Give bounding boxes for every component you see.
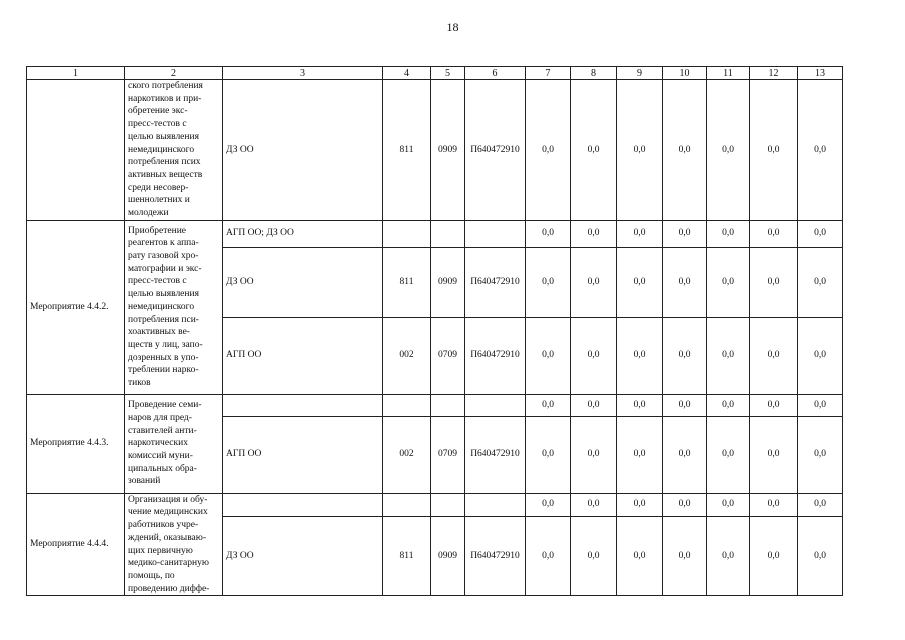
description-line: ского потребления	[128, 81, 203, 91]
value-cell: 0,0	[571, 247, 617, 317]
column-header: 13	[798, 67, 843, 80]
description-line: Организация и обу-	[128, 494, 208, 505]
value-cell: 0,0	[663, 80, 707, 221]
value-cell: 0,0	[798, 416, 843, 493]
code-cell: 002	[383, 317, 431, 394]
section-cell: 0909	[431, 80, 465, 221]
column-number-row	[27, 67, 843, 80]
target-code-cell: П640472910	[465, 516, 526, 595]
section-cell: 0709	[431, 317, 465, 394]
description-line: проведению диффе-	[128, 583, 210, 594]
description-line: зований	[128, 476, 161, 487]
target-code-cell	[465, 493, 526, 516]
value-cell: 0,0	[571, 317, 617, 394]
section-cell	[431, 493, 465, 516]
column-header: 6	[465, 67, 526, 80]
value-cell: 0,0	[750, 416, 798, 493]
value-cell: 0,0	[663, 516, 707, 595]
column-header: 9	[617, 67, 663, 80]
section-cell: 0909	[431, 516, 465, 595]
table-body	[27, 80, 843, 596]
value-cell: 0,0	[707, 317, 750, 394]
value-cell: 0,0	[526, 416, 571, 493]
value-cell: 0,0	[750, 493, 798, 516]
column-header: 11	[707, 67, 750, 80]
table-row	[27, 394, 843, 416]
section-cell: 0909	[431, 247, 465, 317]
description-line: ставителей анти-	[128, 425, 197, 436]
description-line: наркотиков и при-	[128, 93, 202, 104]
table-row	[27, 493, 843, 516]
description-line: реагентов к аппа-	[128, 238, 199, 249]
table-row	[27, 220, 843, 247]
description-line: хоактивных ве-	[128, 327, 190, 338]
description-line: обретение экс-	[128, 106, 188, 117]
value-cell: 0,0	[617, 247, 663, 317]
section-cell: 0709	[431, 416, 465, 493]
executor-cell	[223, 493, 383, 516]
value-cell: 0,0	[617, 220, 663, 247]
value-cell: 0,0	[798, 394, 843, 416]
description-line: медико-санитарную	[128, 558, 209, 569]
description-line: немедицинского	[128, 301, 195, 312]
executor-cell: ДЗ ОО	[223, 247, 383, 317]
value-cell: 0,0	[663, 493, 707, 516]
target-code-cell: П640472910	[465, 80, 526, 221]
value-cell: 0,0	[617, 317, 663, 394]
event-cell	[27, 80, 125, 221]
executor-cell: ДЗ ОО	[223, 516, 383, 595]
target-code-cell: П640472910	[465, 317, 526, 394]
column-header: 10	[663, 67, 707, 80]
value-cell: 0,0	[707, 220, 750, 247]
description-line: целью выявления	[128, 289, 199, 300]
executor-cell: АГП ОО; ДЗ ОО	[223, 220, 383, 247]
value-cell: 0,0	[617, 493, 663, 516]
column-header: 4	[383, 67, 431, 80]
value-cell: 0,0	[707, 247, 750, 317]
description-line: активных веществ	[128, 169, 203, 180]
value-cell: 0,0	[798, 80, 843, 221]
code-cell: 002	[383, 416, 431, 493]
description-line: матографии и экс-	[128, 263, 202, 274]
description-line: помощь, по	[128, 570, 175, 581]
description-cell	[125, 220, 223, 394]
value-cell: 0,0	[617, 416, 663, 493]
value-cell: 0,0	[526, 247, 571, 317]
value-cell: 0,0	[750, 220, 798, 247]
column-header: 12	[750, 67, 798, 80]
value-cell: 0,0	[571, 493, 617, 516]
description-line: целью выявления	[128, 131, 199, 142]
value-cell: 0,0	[617, 80, 663, 221]
description-line: пресс-тестов с	[128, 276, 187, 287]
description-line: тиков	[128, 378, 151, 389]
column-header: 8	[571, 67, 617, 80]
target-code-cell: П640472910	[465, 416, 526, 493]
value-cell: 0,0	[663, 247, 707, 317]
description-line: ществ у лиц, запо-	[128, 339, 203, 350]
value-cell: 0,0	[750, 317, 798, 394]
value-cell: 0,0	[663, 317, 707, 394]
target-code-cell: П640472910	[465, 247, 526, 317]
value-cell: 0,0	[750, 247, 798, 317]
column-header: 1	[27, 67, 125, 80]
code-cell: 811	[383, 247, 431, 317]
value-cell: 0,0	[663, 416, 707, 493]
value-cell: 0,0	[526, 317, 571, 394]
value-cell: 0,0	[571, 416, 617, 493]
description-line: Проведение семи-	[128, 400, 202, 411]
executor-cell: ДЗ ОО	[223, 80, 383, 221]
section-cell	[431, 220, 465, 247]
description-cell	[125, 394, 223, 493]
executor-cell	[223, 394, 383, 416]
description-line: треблении нарко-	[128, 365, 199, 376]
column-header: 2	[125, 67, 223, 80]
code-cell	[383, 220, 431, 247]
description-line: наркотических	[128, 438, 188, 449]
value-cell: 0,0	[750, 394, 798, 416]
value-cell: 0,0	[617, 394, 663, 416]
code-cell: 811	[383, 80, 431, 221]
target-code-cell	[465, 394, 526, 416]
column-header: 3	[223, 67, 383, 80]
table-row	[27, 80, 843, 221]
value-cell: 0,0	[617, 516, 663, 595]
description-line: потребления псих	[128, 157, 201, 168]
value-cell: 0,0	[707, 516, 750, 595]
value-cell: 0,0	[707, 416, 750, 493]
column-header: 7	[526, 67, 571, 80]
event-cell: Мероприятие 4.4.2.	[27, 220, 125, 394]
value-cell: 0,0	[707, 493, 750, 516]
value-cell: 0,0	[526, 80, 571, 221]
value-cell: 0,0	[750, 80, 798, 221]
value-cell: 0,0	[526, 516, 571, 595]
code-cell: 811	[383, 516, 431, 595]
value-cell: 0,0	[798, 317, 843, 394]
value-cell: 0,0	[571, 220, 617, 247]
description-line: комиссий муни-	[128, 451, 193, 462]
value-cell: 0,0	[798, 247, 843, 317]
value-cell: 0,0	[798, 220, 843, 247]
value-cell: 0,0	[571, 80, 617, 221]
description-cell	[125, 80, 223, 221]
description-line: щих первичную	[128, 545, 193, 556]
value-cell: 0,0	[750, 516, 798, 595]
target-code-cell	[465, 220, 526, 247]
section-cell	[431, 394, 465, 416]
description-line: наров для пред-	[128, 412, 192, 423]
column-header: 5	[431, 67, 465, 80]
description-line: потребления пси-	[128, 314, 199, 325]
code-cell	[383, 493, 431, 516]
value-cell: 0,0	[707, 394, 750, 416]
description-line: ципальных обра-	[128, 463, 197, 474]
description-line: работников учре-	[128, 520, 199, 531]
description-line: Приобретение	[128, 225, 186, 236]
description-line: шеннолетних и	[128, 195, 190, 206]
code-cell	[383, 394, 431, 416]
description-cell	[125, 493, 223, 596]
value-cell: 0,0	[571, 394, 617, 416]
event-cell: Мероприятие 4.4.3.	[27, 394, 125, 493]
description-line: чение медицинских	[128, 507, 208, 518]
value-cell: 0,0	[526, 394, 571, 416]
description-line: молодежи	[128, 208, 169, 219]
description-line: среди несовер-	[128, 182, 189, 193]
executor-cell: АГП ОО	[223, 317, 383, 394]
value-cell: 0,0	[526, 493, 571, 516]
value-cell: 0,0	[571, 516, 617, 595]
description-line: немедицинского	[128, 144, 195, 155]
value-cell: 0,0	[798, 516, 843, 595]
description-line: рату газовой хро-	[128, 251, 199, 262]
event-cell: Мероприятие 4.4.4.	[27, 493, 125, 596]
value-cell: 0,0	[707, 80, 750, 221]
value-cell: 0,0	[526, 220, 571, 247]
page-number: 18	[446, 20, 459, 34]
description-line: пресс-тестов с	[128, 119, 187, 130]
executor-cell: АГП ОО	[223, 416, 383, 493]
value-cell: 0,0	[663, 394, 707, 416]
description-line: ждений, оказываю-	[128, 532, 207, 543]
value-cell: 0,0	[663, 220, 707, 247]
value-cell: 0,0	[798, 493, 843, 516]
description-line: дозренных в упо-	[128, 352, 199, 363]
budget-table	[26, 66, 843, 596]
